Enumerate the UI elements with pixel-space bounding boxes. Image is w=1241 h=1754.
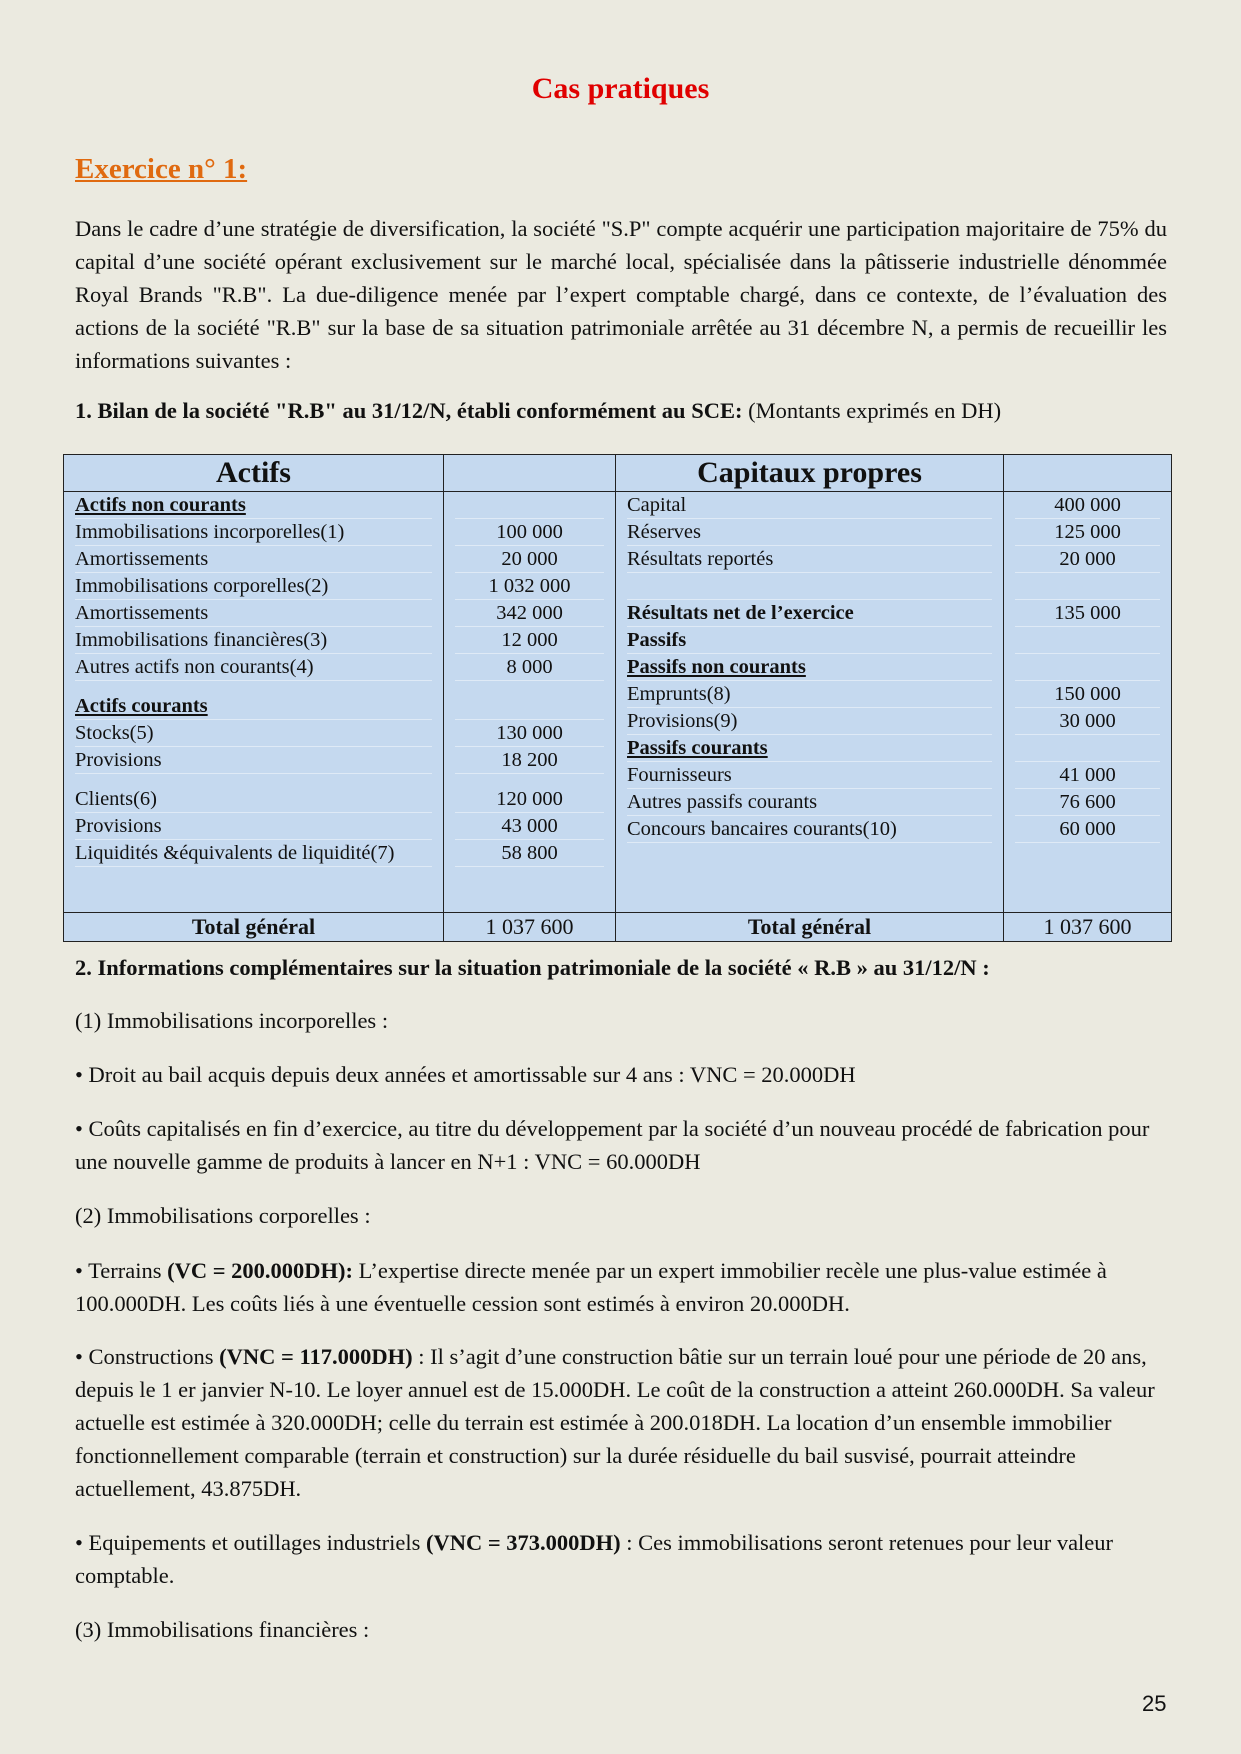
left-value: 130 000 xyxy=(455,720,604,747)
left-value: 120 000 xyxy=(455,786,604,813)
table-total-row xyxy=(64,913,1172,942)
left-value: 1 032 000 xyxy=(455,573,604,600)
total-value-right: 1 037 600 xyxy=(1004,913,1172,942)
left-label: Amortissements xyxy=(75,600,432,627)
right-label: Réserves xyxy=(627,519,992,546)
terrains-paragraph xyxy=(75,1254,1175,1320)
right-value: 60 000 xyxy=(1015,816,1160,843)
table-body-row xyxy=(64,492,1172,913)
left-label: Provisions xyxy=(75,813,432,840)
intro-paragraph: Dans le cadre d’une stratégie de diversification, la société "S.P" compte acquérir une participation majoritaire de 75% du capital d’une société opérant exclusivement sur le marché local, spécialisée dans la pâtisserie industrielle dénommée Royal Brands "R.B". La due-diligence menée par l’expert comptable chargé, dans ce contexte, de l’évaluation des actions de la société "R.B" sur la base de sa situation patrimoniale arrêtée au 31 décembre N, a permis de recueillir les informations suivantes : xyxy=(75,216,1167,373)
right-label: Autres passifs courants xyxy=(627,789,992,816)
right-label: Fournisseurs xyxy=(627,762,992,789)
right-label: Concours bancaires courants(10) xyxy=(627,816,992,843)
left-value: 342 000 xyxy=(455,600,604,627)
left-value: 43 000 xyxy=(455,813,604,840)
financieres-title: (3) Immobilisations financières : xyxy=(75,1617,370,1642)
right-value: 30 000 xyxy=(1015,708,1160,735)
equipements-text: : Ces immobilisations seront retenues pour leur valeur comptable. xyxy=(75,1530,1114,1588)
right-value: 41 000 xyxy=(1015,762,1160,789)
balance-sheet-table xyxy=(63,454,1172,942)
left-label: Stocks(5) xyxy=(75,720,432,747)
left-label: Provisions xyxy=(75,747,432,774)
constructions-value: (VNC = 117.000DH) xyxy=(219,1344,413,1369)
left-value xyxy=(455,492,604,519)
right-value: 150 000 xyxy=(1015,681,1160,708)
total-label-right: Total général xyxy=(616,913,1004,942)
right-label: Passifs courants xyxy=(627,735,992,762)
right-label: Résultats net de l’exercice xyxy=(627,600,992,627)
left-label: Autres actifs non courants(4) xyxy=(75,654,432,681)
left-value: 18 200 xyxy=(455,747,604,774)
right-label: Provisions(9) xyxy=(627,708,992,735)
terrains-prefix: • Terrains xyxy=(75,1258,168,1283)
right-value: 400 000 xyxy=(1015,492,1160,519)
constructions-prefix: • Constructions xyxy=(75,1344,220,1369)
exercise-title: Exercice n° 1: xyxy=(75,153,248,185)
left-label: Liquidités &équivalents de liquidité(7) xyxy=(75,840,432,867)
table-header-row xyxy=(64,455,1172,492)
corporelles-title: (2) Immobilisations corporelles : xyxy=(75,1203,371,1228)
incorporelles-title: (1) Immobilisations incorporelles : xyxy=(75,1008,389,1033)
left-label: Actifs courants xyxy=(75,693,432,720)
right-value xyxy=(1015,573,1160,600)
equipements-prefix: • Equipements et outillages industriels xyxy=(75,1530,426,1555)
left-value: 12 000 xyxy=(455,627,604,654)
equipements-paragraph xyxy=(75,1526,1175,1592)
left-value: 8 000 xyxy=(455,654,604,681)
left-label: Actifs non courants xyxy=(75,492,432,519)
left-label: Clients(6) xyxy=(75,786,432,813)
right-label: Capital xyxy=(627,492,992,519)
section-1-heading xyxy=(75,398,1175,424)
page-number: 25 xyxy=(1142,1691,1167,1716)
left-label: Immobilisations incorporelles(1) xyxy=(75,519,432,546)
right-label: Passifs xyxy=(627,627,992,654)
right-value xyxy=(1015,654,1160,681)
right-value xyxy=(1015,735,1160,762)
header-empty-left xyxy=(444,455,616,492)
header-empty-right xyxy=(1004,455,1172,492)
terrains-value: (VC = 200.000DH): xyxy=(167,1258,354,1283)
left-label: Immobilisations corporelles(2) xyxy=(75,573,432,600)
left-label: Amortissements xyxy=(75,546,432,573)
section-1-note: (Montants exprimés en DH) xyxy=(742,398,1002,423)
right-values-column xyxy=(1004,492,1172,913)
right-label: Passifs non courants xyxy=(627,654,992,681)
left-values-column xyxy=(444,492,616,913)
left-value: 100 000 xyxy=(455,519,604,546)
right-value xyxy=(1015,627,1160,654)
left-value: 58 800 xyxy=(455,840,604,867)
couts-paragraph: • Coûts capitalisés en fin d’exercice, au titre du développement par la société d’un nouveau procédé de fabrication pour une nouvelle gamme de produits à lancer en N+1 : VNC = 60.000DH xyxy=(75,1116,1150,1174)
right-label: Emprunts(8) xyxy=(627,681,992,708)
right-value: 135 000 xyxy=(1015,600,1160,627)
left-labels-column xyxy=(64,492,444,913)
right-value: 125 000 xyxy=(1015,519,1160,546)
header-actifs: Actifs xyxy=(64,455,444,492)
section-1-bold: 1. Bilan de la société "R.B" au 31/12/N, établi conformément au SCE: xyxy=(75,398,743,423)
total-label-left: Total général xyxy=(64,913,444,942)
bail-paragraph: • Droit au bail acquis depuis deux années et amortissable sur 4 ans : VNC = 20.000DH xyxy=(75,1062,856,1087)
constructions-paragraph xyxy=(75,1340,1175,1505)
right-label: Résultats reportés xyxy=(627,546,992,573)
left-value: 20 000 xyxy=(455,546,604,573)
section-2-heading: 2. Informations complémentaires sur la situation patrimoniale de la société « R.B » au 31/12/N : xyxy=(75,955,990,980)
right-labels-column xyxy=(616,492,1004,913)
right-label xyxy=(627,573,992,600)
page-title: Cas pratiques xyxy=(531,72,710,105)
right-value: 76 600 xyxy=(1015,789,1160,816)
left-value xyxy=(455,693,604,720)
left-label: Immobilisations financières(3) xyxy=(75,627,432,654)
total-value-left: 1 037 600 xyxy=(444,913,616,942)
constructions-text: : Il s’agit d’une construction bâtie sur un terrain loué pour une période de 20 ans, depuis le 1 er janvier N-10. Le loyer annuel est de 15.000DH. Le coût de la construction a atteint 260.000DH. Sa valeur actuelle est estimée à 320.000DH; celle du terrain est estimée à 200.018DH. La location d’un ensemble immobilier fonctionnellement comparable (terrain et construction) sur la durée résiduelle du bail susvisé, pourrait atteindre actuellement, 43.875DH. xyxy=(75,1344,1155,1501)
header-capitaux: Capitaux propres xyxy=(616,455,1004,492)
right-value: 20 000 xyxy=(1015,546,1160,573)
equipements-value: (VNC = 373.000DH) xyxy=(425,1530,621,1555)
terrains-text: L’expertise directe menée par un expert immobilier recèle une plus-value estimée à 100.000DH. Les coûts liés à une éventuelle cession sont estimés à environ 20.000DH. xyxy=(75,1258,1107,1316)
